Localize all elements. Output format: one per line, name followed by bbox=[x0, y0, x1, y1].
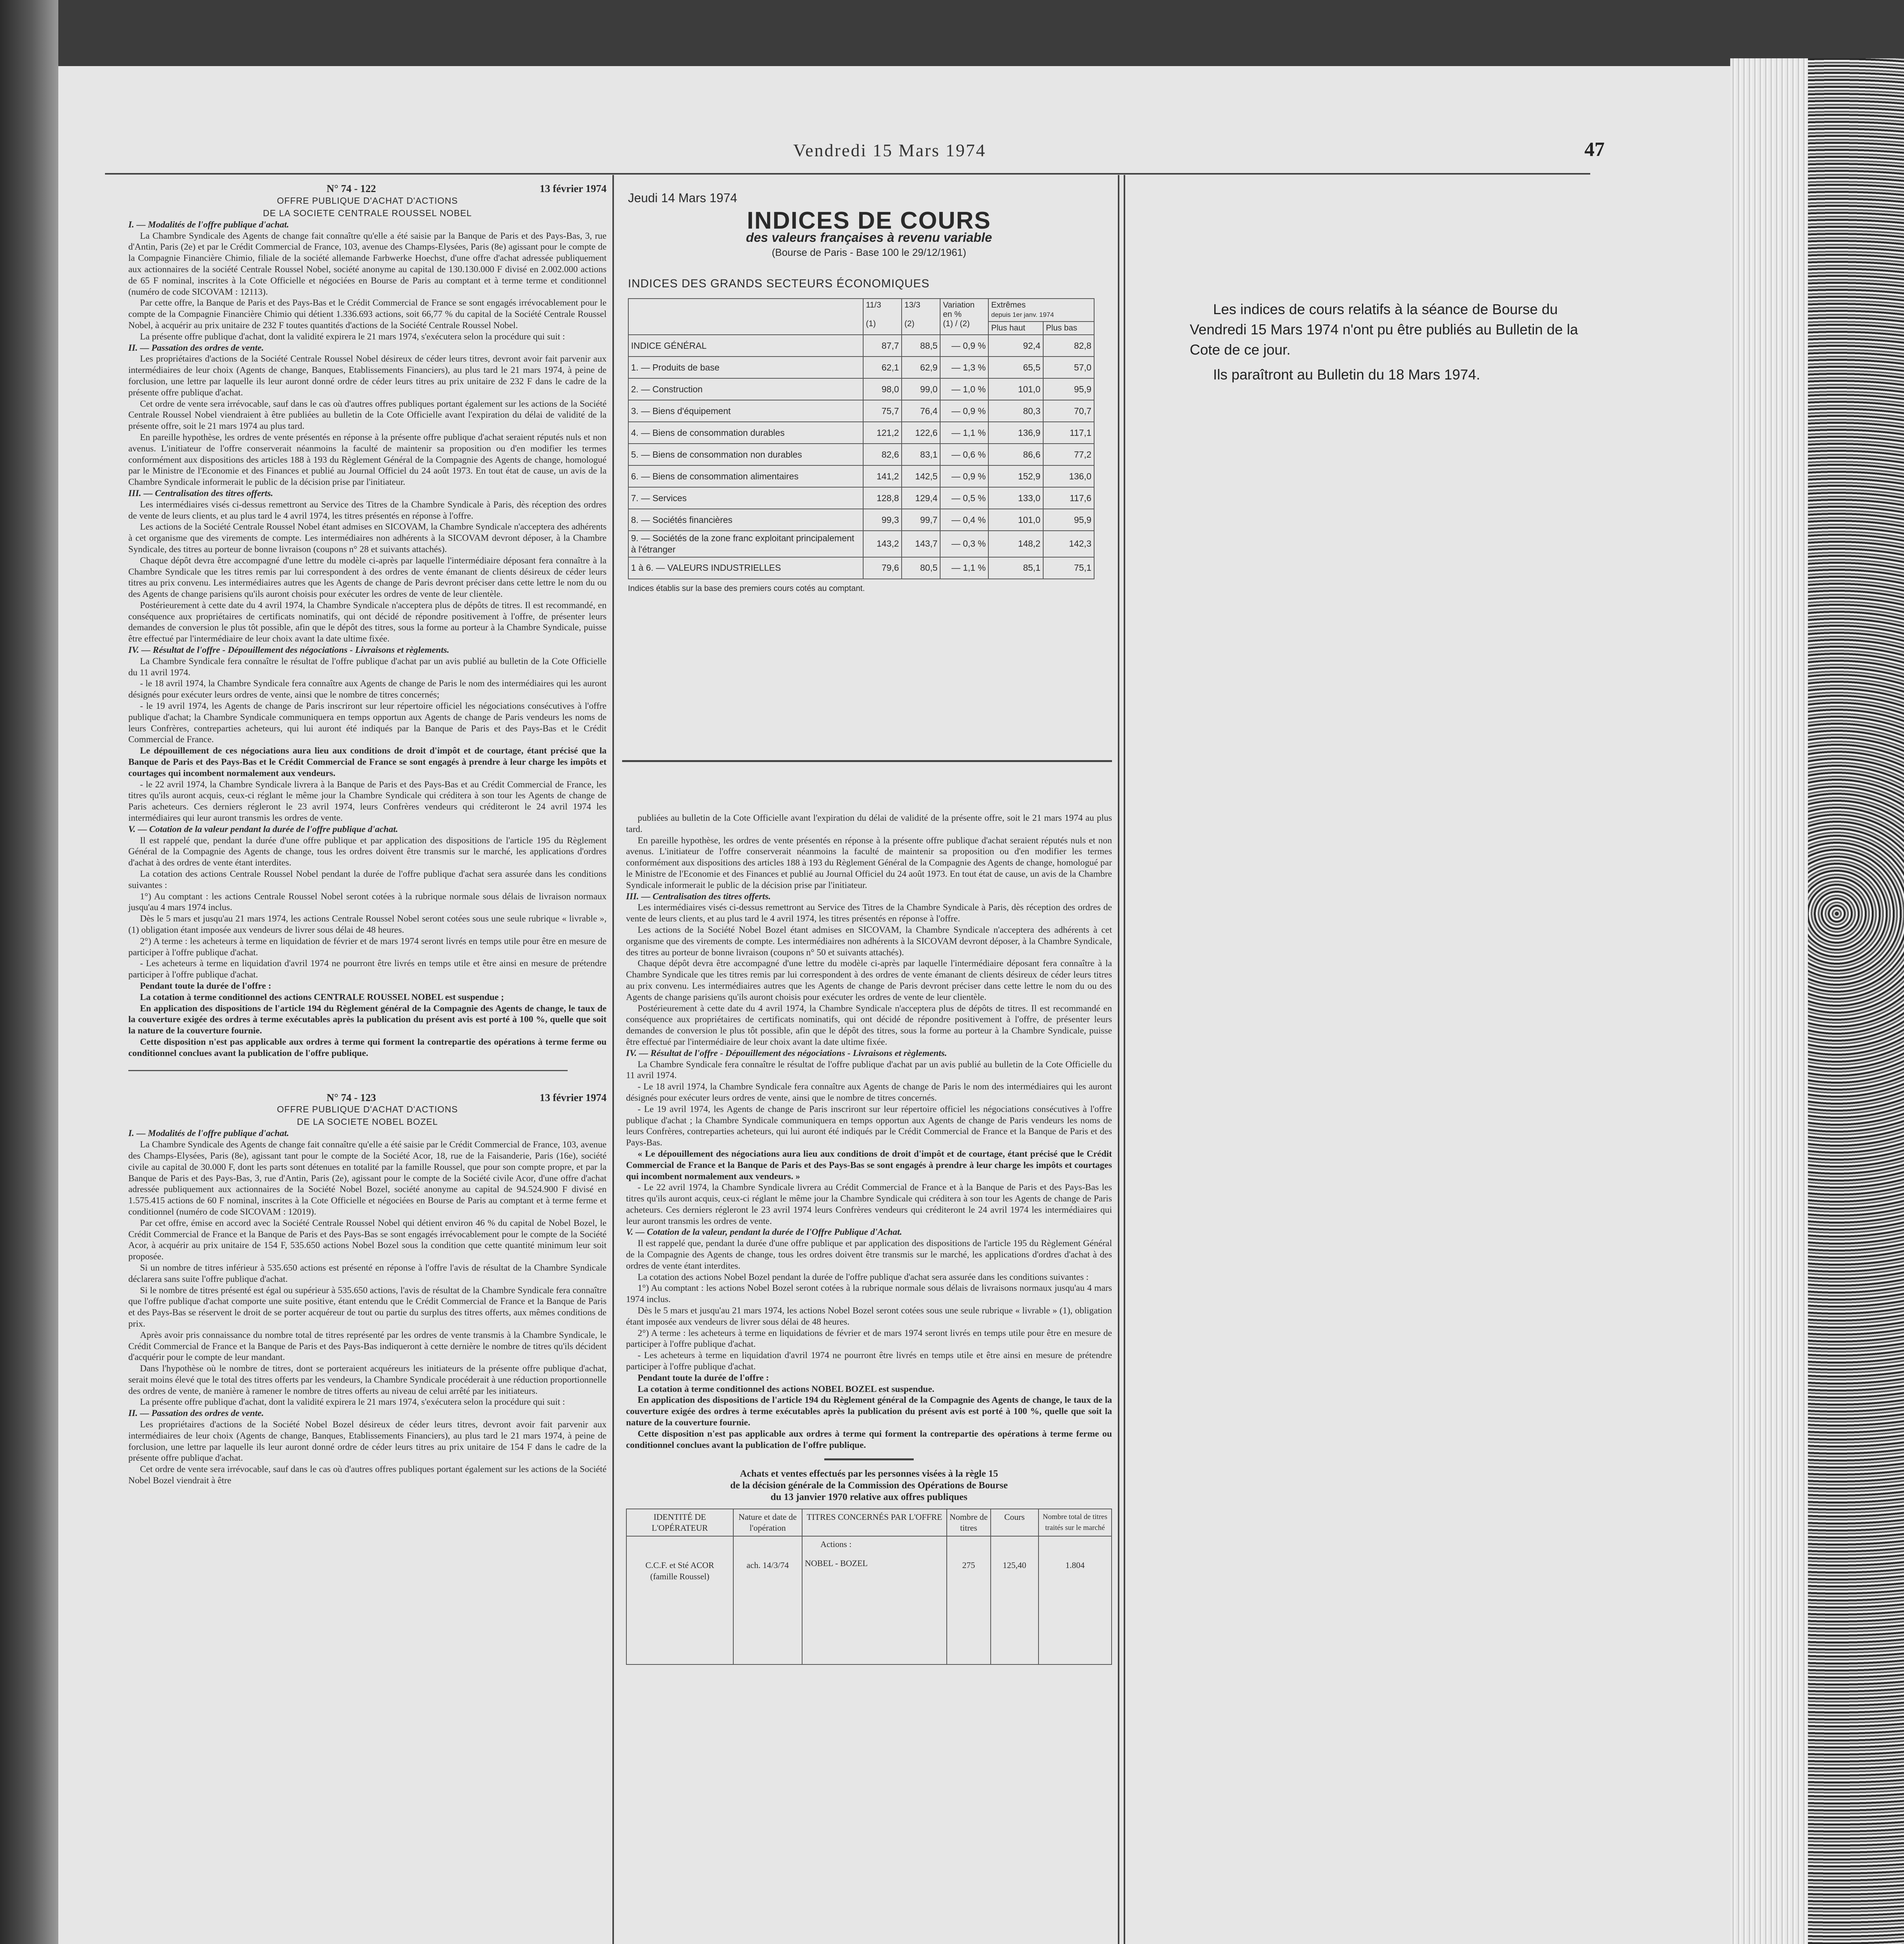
indices-table bbox=[628, 298, 1094, 579]
ops-cours: 125,40 bbox=[991, 1536, 1039, 1664]
index-variation: — 0,4 % bbox=[940, 509, 988, 531]
paragraph: En pareille hypothèse, les ordres de vente présentés en réponse à la présente offre publique d'achat seraient réputés nuls et non avenus. L'initiateur de l'offre conserverait néanmoins la faculté de maintenir sa proposition ou d'en modifier les termes conformément aux dispositions des articles 188 à 193 du Règlement Général de la Compagnie des Agents de change, homologué par le Ministre de l'Economie et des Finances et publié au Journal Officiel du 24 août 1973. En tout état de cause, un avis de la Chambre Syndicale informerait le public de la décision prise par l'initiateur. bbox=[128, 432, 607, 488]
index-variation: — 1,1 % bbox=[940, 557, 988, 579]
column-divider-right-2 bbox=[1124, 175, 1125, 1944]
index-value-11-3: 87,7 bbox=[863, 335, 902, 357]
index-value-13-3: 83,1 bbox=[902, 444, 940, 465]
index-low: 82,8 bbox=[1043, 335, 1094, 357]
index-row bbox=[628, 509, 1094, 531]
paragraph: - Les acheteurs à terme en liquidation d'avril 1974 ne pourront être livrés en temps utile et être ainsi en mesure de prétendre participer à l'offre publique d'achat. bbox=[626, 1350, 1112, 1372]
ops-col-nombre: Nombre de titres bbox=[947, 1509, 990, 1536]
index-label: 6. — Biens de consommation alimentaires bbox=[628, 465, 863, 487]
ops-col-nature: Nature et date de l'opération bbox=[733, 1509, 802, 1536]
paragraph: - Les acheteurs à terme en liquidation d'avril 1974 ne pourront être livrés en temps utile et être ainsi en mesure de prétendre participer à l'offre publique d'achat. bbox=[128, 958, 607, 980]
paragraph: Les actions de la Société Centrale Roussel Nobel étant admises en SICOVAM, la Chambre Syndicale n'acceptera des adhérents à cet organisme que des virements de compte. Les intermédiaires non adhérents à la SICOVAM devront déposer, à la Chambre Syndicale, des titres au porteur de bonne livraison (coupons n° 28 et suivants attachés). bbox=[128, 522, 607, 554]
ops-col-titres: TITRES CONCERNÉS PAR L'OFFRE bbox=[802, 1509, 947, 1536]
sectors-heading: INDICES DES GRANDS SECTEURS ÉCONOMIQUES bbox=[628, 277, 930, 290]
ops-total: 1.804 bbox=[1039, 1536, 1112, 1664]
index-variation: — 0,5 % bbox=[940, 487, 988, 509]
notice-text-2: Ils paraîtront au Bulletin du 18 Mars 1974. bbox=[1213, 367, 1480, 383]
column-divider-right bbox=[1118, 175, 1119, 1944]
paragraph: Cette disposition n'est pas applicable aux ordres à terme qui forment la contrepartie des opérations à terme ferme ou conditionnel conclues avant la publication de l'offre publique. bbox=[626, 1428, 1112, 1450]
index-value-13-3: 129,4 bbox=[902, 487, 940, 509]
index-value-11-3: 79,6 bbox=[863, 557, 902, 579]
col-low-header: Plus bas bbox=[1043, 322, 1094, 335]
index-variation: — 1,3 % bbox=[940, 357, 988, 378]
index-value-13-3: 62,9 bbox=[902, 357, 940, 378]
index-value-13-3: 76,4 bbox=[902, 400, 940, 422]
paragraph: 1°) Au comptant : les actions Nobel Bozel seront cotées à la rubrique normale sous délais de livraisons normaux jusqu'au 4 mars 1974 inclus. bbox=[626, 1283, 1112, 1305]
paragraph: En pareille hypothèse, les ordres de vente présentés en réponse à la présente offre publique d'achat seraient réputés nuls et non avenus. L'initiateur de l'offre conserverait néanmoins la faculté de maintenir sa proposition ou d'en modifier les termes conformément aux dispositions des articles 188 à 193 du Règlement Général de la Compagnie des Agents de change, homologué par le Ministre de l'Economie et des Finances et publié au Journal Officiel du 24 août 1973. En tout état de cause, un avis de la Chambre Syndicale informerait le public de la décision prise par l'initiateur. bbox=[626, 835, 1112, 890]
index-value-11-3: 143,2 bbox=[863, 531, 902, 557]
paragraph: Cet ordre de vente sera irrévocable, sauf dans le cas où d'autres offres publiques portant également sur les actions de la Société Centrale Roussel Nobel viendraient à être publiées au bulletin de la Cote Officielle avant l'expiration du délai de validité de la présente offre, soit le 21 mars 1974 au plus tard. bbox=[128, 399, 607, 432]
indices-bottom-rule bbox=[622, 760, 1112, 762]
paragraph: Il est rappelé que, pendant la durée d'une offre publique et par application des dispositions de l'article 195 du Règlement Général de la Compagnie des Agents de change, tous les ordres doivent être transmis sur le marché, les applications d'ordres d'achat à des ordres de vente étant interdites. bbox=[128, 835, 607, 868]
ops-nature: ach. 14/3/74 bbox=[733, 1536, 802, 1664]
doc2-body bbox=[128, 1128, 607, 1486]
header-rule bbox=[105, 173, 1590, 175]
index-high: 148,2 bbox=[988, 531, 1043, 557]
right-notice bbox=[1190, 299, 1598, 390]
doc2-date: 13 février 1974 bbox=[540, 1091, 607, 1103]
paragraph: - Le 19 avril 1974, les Agents de change de Paris inscriront sur leur répertoire officiel les négociations consécutives à l'offre publique d'achat ; la Chambre Syndicale communiquera en temps opportun aux Agents de change de Paris vendeurs les noms de leurs Confrères, contreparties acheteurs, qui lui auront été indiqués par le Crédit Commercial de France et la Banque de Paris et des Pays-Bas. bbox=[626, 1104, 1112, 1148]
index-value-13-3: 122,6 bbox=[902, 422, 940, 444]
index-variation: — 0,3 % bbox=[940, 531, 988, 557]
paragraph: - Le 18 avril 1974, la Chambre Syndicale fera connaître aux Agents de change de Paris le nom des intermédiaires qui les auront désignés pour exécuter leurs ordres de vente, ainsi que le nombre de titres concernés. bbox=[626, 1082, 1112, 1103]
index-high: 86,6 bbox=[988, 444, 1043, 465]
label-column-header bbox=[628, 299, 863, 335]
ops-col-total: Nombre total de titres traités sur le marché bbox=[1039, 1509, 1112, 1536]
index-row bbox=[628, 378, 1094, 400]
index-value-13-3: 142,5 bbox=[902, 465, 940, 487]
doc1-date: 13 février 1974 bbox=[540, 183, 607, 194]
page-number: 47 bbox=[1584, 138, 1605, 161]
col-variation-header: Variation en % (1) / (2) bbox=[940, 299, 988, 335]
index-label: INDICE GÉNÉRAL bbox=[628, 335, 863, 357]
paragraph: Par cette offre, la Banque de Paris et des Pays-Bas et le Crédit Commercial de France se sont engagés irrévocablement pour le compte de la Compagnie Financière Chimio qui détient 1.336.693 actions, soit 66,77 % du capital de la Société Centrale Roussel Nobel, à acquérir au prix unitaire de 232 F toutes quantités d'actions de la Société Centrale Roussel Nobel. bbox=[128, 298, 607, 330]
doc1-header bbox=[128, 183, 607, 194]
index-variation: — 0,9 % bbox=[940, 465, 988, 487]
paragraph: Si un nombre de titres inférieur à 535.650 actions est présenté en réponse à l'offre l'avis de résultat de la Chambre Syndicale déclarera sans suite l'offre publique d'achat. bbox=[128, 1262, 607, 1284]
index-row bbox=[628, 531, 1094, 557]
section-heading: I. — Modalités de l'offre publique d'achat. bbox=[128, 219, 289, 230]
indices-base: (Bourse de Paris - Base 100 le 29/12/1961) bbox=[771, 246, 967, 259]
index-label: 3. — Biens d'équipement bbox=[628, 400, 863, 422]
doc2-title-1: OFFRE PUBLIQUE D'ACHAT D'ACTIONS bbox=[277, 1104, 458, 1115]
paragraph: Après avoir pris connaissance du nombre total de titres représenté par les ordres de vente transmis à la Chambre Syndicale, le Crédit Commercial de France et la Banque de Paris et des Pays-Bas indiqueront à cette dernière le nombre de titres qu'ils décident d'acquérir pour le compte de leur mandant. bbox=[128, 1330, 607, 1363]
index-high: 92,4 bbox=[988, 335, 1043, 357]
index-label: 9. — Sociétés de la zone franc exploitant principalement à l'étranger bbox=[628, 531, 863, 557]
paragraph: Postérieurement à cette date du 4 avril 1974, la Chambre Syndicale n'acceptera plus de dépôts de titres. Il est recommandé, en conséquence aux propriétaires de certificats nominatifs, qui ont décidé de répondre positivement à l'offre, de présenter leurs demandes de conversion le plus tôt possible, afin que le dépôt des titres, sous la forme au porteur à la Chambre Syndicale, puisse être effectué par l'intermédiaire de leur choix avant la date ultime fixée. bbox=[128, 600, 607, 644]
ops-nombre: 275 bbox=[947, 1536, 990, 1664]
index-low: 57,0 bbox=[1043, 357, 1094, 378]
index-label: 8. — Sociétés financières bbox=[628, 509, 863, 531]
operations-table bbox=[626, 1509, 1112, 1665]
doc1-number: N° 74 - 122 bbox=[327, 183, 376, 194]
index-label: 2. — Construction bbox=[628, 378, 863, 400]
section-heading: I. — Modalités de l'offre publique d'achat. bbox=[128, 1128, 289, 1139]
paragraph: 2°) A terme : les acheteurs à terme en liquidations de février et de mars 1974 seront livrés en temps utile pour être en mesure de participer à l'offre publique d'achat. bbox=[626, 1328, 1112, 1350]
paragraph: La présente offre publique d'achat, dont la validité expirera le 21 mars 1974, s'exécutera selon la procédure qui suit : bbox=[140, 331, 565, 342]
index-value-13-3: 99,0 bbox=[902, 378, 940, 400]
paragraph: Chaque dépôt devra être accompagné d'une lettre du modèle ci-après par laquelle l'intermédiaire déposant fera connaître à la Chambre Syndicale que les titres remis par lui correspondent à des ordres de vente émanant de clients désireux de céder leurs titres au prix convenu. Les intermédiaires autres que les Agents de change de Paris devront préciser dans cette lettre le nom du ou des Agents de change parisiens qu'ils auront choisis pour exécuter les ordres de vente de leur clientèle. bbox=[128, 555, 607, 600]
paragraph: La Chambre Syndicale fera connaître le résultat de l'offre publique d'achat par un avis publié au bulletin de la Cote Officielle du 11 avril 1974. bbox=[626, 1059, 1112, 1081]
doc2-number: N° 74 - 123 bbox=[327, 1091, 376, 1103]
index-high: 85,1 bbox=[988, 557, 1043, 579]
book-marbled-cover bbox=[1808, 58, 1904, 1944]
paragraph: La Chambre Syndicale des Agents de change fait connaître qu'elle a été saisie par la Banque de Paris et des Pays-Bas, 3, rue d'Antin, Paris (2e) et par le Crédit Commercial de France, 103, avenue des Champs-Elysées, Paris (8e) agissant pour le compte de la Compagnie Financière Chimio, filiale de la société allemande Farbwerke Hoechst, d'une offre d'achat adressée publiquement aux actionnaires de la société Centrale Roussel Nobel, société anonyme au capital de 130.130.000 F divisé en 2.002.000 actions de 65 F nominal, inscrites à la Cote Officielle et négociées en Bourse de Paris au comptant et à terme terme et conditionnel (numéro de code SICOVAM : 12113). bbox=[128, 231, 607, 297]
paragraph: 2°) A terme : les acheteurs à terme en liquidation de février et de mars 1974 seront livrés en temps utile pour être en mesure de participer à l'offre publique d'achat. bbox=[128, 936, 607, 958]
notice-text-1: Les indices de cours relatifs à la séance de Bourse du Vendredi 15 Mars 1974 n'ont pu être publiés au Bulletin de la Cote de ce jour. bbox=[1190, 301, 1578, 358]
paragraph: La cotation des actions Nobel Bozel pendant la durée de l'offre publique d'achat sera assurée dans les conditions suivantes : bbox=[638, 1272, 1089, 1282]
ops-col-identity: IDENTITÉ DE L'OPÉRATEUR bbox=[626, 1509, 733, 1536]
index-variation: — 0,6 % bbox=[940, 444, 988, 465]
index-low: 117,1 bbox=[1043, 422, 1094, 444]
index-row bbox=[628, 422, 1094, 444]
doc2-header bbox=[128, 1092, 607, 1103]
paragraph: Pendant toute la durée de l'offre : bbox=[638, 1372, 769, 1383]
index-high: 133,0 bbox=[988, 487, 1043, 509]
index-value-13-3: 88,5 bbox=[902, 335, 940, 357]
section-heading: V. — Cotation de la valeur pendant la durée de l'offre publique d'achat. bbox=[128, 824, 398, 834]
index-high: 101,0 bbox=[988, 378, 1043, 400]
continuation-body bbox=[626, 813, 1112, 1451]
paragraph: Il est rappelé que, pendant la durée d'une offre publique et par application des dispositions de l'article 195 du Règlement Général de la Compagnie des Agents de change, tous les ordres doivent être transmis sur le marché, les applications d'ordres d'achat à des ordres de vente étant interdites. bbox=[626, 1238, 1112, 1271]
indices-date: Jeudi 14 Mars 1974 bbox=[628, 191, 738, 205]
index-value-11-3: 99,3 bbox=[863, 509, 902, 531]
index-label: 5. — Biens de consommation non durables bbox=[628, 444, 863, 465]
section-heading: III. — Centralisation des titres offerts. bbox=[626, 891, 771, 902]
indices-subtitle: des valeurs françaises à revenu variable bbox=[746, 230, 992, 245]
paragraph: Dès le 5 mars et jusqu'au 21 mars 1974, les actions Centrale Roussel Nobel seront cotées sous une seule rubrique « livrable », (1) obligation étant imposée aux vendeurs de livrer sous délai de 48 heures. bbox=[128, 914, 607, 935]
index-label: 7. — Services bbox=[628, 487, 863, 509]
ops-separator bbox=[824, 1458, 914, 1460]
paragraph: Pendant toute la durée de l'offre : bbox=[140, 981, 271, 991]
ops-identity: C.C.F. et Sté ACOR (famille Roussel) bbox=[626, 1536, 733, 1664]
indices-rows bbox=[628, 335, 1094, 579]
middle-continuation bbox=[626, 813, 1112, 1665]
paragraph: La présente offre publique d'achat, dont la validité expirera le 21 mars 1974, s'exécutera selon la procédure qui suit : bbox=[140, 1397, 565, 1407]
index-value-11-3: 62,1 bbox=[863, 357, 902, 378]
index-low: 117,6 bbox=[1043, 487, 1094, 509]
section-heading: IV. — Résultat de l'offre - Dépouillement des négociations - Livraisons et règlements. bbox=[128, 645, 449, 656]
column-divider-left bbox=[612, 175, 614, 1944]
index-value-11-3: 98,0 bbox=[863, 378, 902, 400]
paragraph: La cotation des actions Centrale Roussel Nobel pendant la durée de l'offre publique d'achat sera assurée dans les conditions suivantes : bbox=[128, 869, 607, 890]
paragraph: - le 19 avril 1974, les Agents de change de Paris inscriront sur leur répertoire officiel les négociations consécutives à l'offre publique d'achat; la Chambre Syndicale communiquera en temps opportun aux Agents de change de Paris vendeurs les noms de leurs Confrères, contreparties acheteurs, qui lui auront été indiqués par la Banque de Paris et des Pays-Bas et le Crédit Commercial de France. bbox=[128, 701, 607, 745]
col-extremes-header: Extrêmes depuis 1er janv. 1974 bbox=[988, 299, 1094, 322]
paragraph: Dans l'hypothèse où le nombre de titres, dont se porteraient acquéreurs les initiateurs de la présente offre publique d'achat, serait moins élevé que le total des titres offerts par les vendeurs, la Chambre Syndicale procéderait à une réduction proportionnelle des ordres de vente, de manière à ramener le nombre de titres offerts au niveau de celui arrêté par les initiateurs. bbox=[128, 1364, 607, 1396]
index-high: 136,9 bbox=[988, 422, 1043, 444]
index-high: 80,3 bbox=[988, 400, 1043, 422]
index-value-13-3: 80,5 bbox=[902, 557, 940, 579]
paragraph: La Chambre Syndicale fera connaître le résultat de l'offre publique d'achat par un avis publié au bulletin de la Cote Officielle du 11 avril 1974. bbox=[128, 656, 607, 678]
paragraph: La cotation à terme conditionnel des actions CENTRALE ROUSSEL NOBEL est suspendue ; bbox=[140, 992, 504, 1002]
doc1-title-1: OFFRE PUBLIQUE D'ACHAT D'ACTIONS bbox=[277, 195, 458, 206]
index-variation: — 0,9 % bbox=[940, 400, 988, 422]
index-row bbox=[628, 487, 1094, 509]
paragraph: Les intermédiaires visés ci-dessus remettront au Service des Titres de la Chambre Syndicale à Paris, dès réception des ordres de vente de leurs clients, et au plus tard le 4 avril 1974, les titres présentés en réponse à l'offre. bbox=[626, 902, 1112, 924]
paragraph: Dès le 5 mars et jusqu'au 21 mars 1974, les actions Nobel Bozel seront cotées sous une seule rubrique « livrable » (1), obligation étant imposée aux vendeurs de livrer sous délai de 48 heures. bbox=[626, 1306, 1112, 1327]
index-value-11-3: 141,2 bbox=[863, 465, 902, 487]
left-column bbox=[128, 181, 607, 1486]
paragraph: Par cet offre, émise en accord avec la Société Centrale Roussel Nobel qui détient environ 46 % du capital de Nobel Bozel, le Crédit Commercial de France et la Banque de Paris et des Pays-Bas se sont engagés irrévocablement pour le compte de la Société Acor, à acquérir au prix unitaire de 154 F, 535.650 actions Nobel Bozel sous la condition que cette quantité minimum leur soit proposée. bbox=[128, 1218, 607, 1262]
index-value-11-3: 82,6 bbox=[863, 444, 902, 465]
paragraph: - Le 22 avril 1974, la Chambre Syndicale livrera au Crédit Commercial de France et à la Banque de Paris et des Pays-Bas les titres qu'ils auront acquis, ceux-ci réglant le même jour la Chambre Syndicale qui créditera à son tour les Agents de change de Paris acheteurs. Ces derniers régleront le 23 avril 1974 leurs Confrères vendeurs qui créditeront le 24 avril 1974 les intermédiaires qui leur auront transmis les ordres de vente. bbox=[626, 1182, 1112, 1226]
index-label: 4. — Biens de consommation durables bbox=[628, 422, 863, 444]
indices-block bbox=[628, 192, 1110, 594]
paragraph: Cet ordre de vente sera irrévocable, sauf dans le cas où d'autres offres publiques portant également sur les actions de la Société Nobel Bozel viendrait à être bbox=[128, 1464, 607, 1486]
index-high: 65,5 bbox=[988, 357, 1043, 378]
paragraph: Postérieurement à cette date du 4 avril 1974, la Chambre Syndicale n'acceptera plus de dépôts de titres. Il est recommandé en conséquence aux propriétaires de certificats nominatifs, qui ont décidé de répondre positivement à l'offre, de présenter leurs demandes de conversion le plus tôt possible, afin que le dépôt des titres, sous la forme au porteur à la Chambre Syndicale, puisse être effectué par l'intermédiaire de leur choix avant la date ultime fixée. bbox=[626, 1003, 1112, 1047]
book-left-edge bbox=[0, 0, 58, 1944]
index-value-11-3: 121,2 bbox=[863, 422, 902, 444]
index-value-11-3: 128,8 bbox=[863, 487, 902, 509]
index-variation: — 1,0 % bbox=[940, 378, 988, 400]
paragraph: publiées au bulletin de la Cote Officielle avant l'expiration du délai de validité de la présente offre, soit le 21 mars 1974 au plus tard. bbox=[626, 813, 1112, 834]
paragraph: La cotation à terme conditionnel des actions NOBEL BOZEL est suspendue. bbox=[638, 1384, 935, 1394]
index-high: 152,9 bbox=[988, 465, 1043, 487]
paragraph: Les propriétaires d'actions de la Société Centrale Roussel Nobel désireux de céder leurs titres, devront avoir fait parvenir aux intermédiaires de leur choix (Agents de change, Banques, Etablissements Financiers), au plus tard le 21 mars 1974, à peine de forclusion, une lettre par laquelle ils leur auront donné ordre de céder leurs titres au prix unitaire de 232 F dans le cadre de la présente offre publique d'achat. bbox=[128, 354, 607, 398]
index-variation: — 0,9 % bbox=[940, 335, 988, 357]
ops-col-cours: Cours bbox=[991, 1509, 1039, 1536]
index-label: 1 à 6. — VALEURS INDUSTRIELLES bbox=[628, 557, 863, 579]
doc2-title-2: DE LA SOCIETE NOBEL BOZEL bbox=[297, 1117, 438, 1127]
ops-row bbox=[626, 1536, 1112, 1664]
page-header-date: Vendredi 15 Mars 1974 bbox=[793, 140, 986, 160]
paragraph: - le 22 avril 1974, la Chambre Syndicale livrera à la Banque de Paris et des Pays-Bas et au Crédit Commercial de France, les titres qu'ils auront acquis, ceux-ci réglant le même jour la Chambre Syndicale qui créditera à son tour les Agents de change de Paris acheteurs. Ces derniers régleront le 23 avril 1974, leurs Confrères vendeurs qui créditeront le 24 avril 1974 les intermédiaires qui leur auront transmis les ordres de vente. bbox=[128, 779, 607, 823]
indices-title: INDICES DE COURS bbox=[747, 207, 991, 234]
paragraph: Le dépouillement de ces négociations aura lieu aux conditions de droit d'impôt et de courtage, étant précisé que la Banque de Paris et des Pays-Bas et le Crédit Commercial de France se sont engagés à prendre à leur charge les impôts et courtages qui incombent normalement aux vendeurs. bbox=[128, 746, 607, 778]
index-low: 136,0 bbox=[1043, 465, 1094, 487]
ops-heading: Achats et ventes effectués par les personnes visées à la règle 15 de la décision générale de la Commission des Opérations de Bourse du 13 janvier 1970 relative aux offres publiques bbox=[730, 1468, 1008, 1503]
index-row bbox=[628, 465, 1094, 487]
index-variation: — 1,1 % bbox=[940, 422, 988, 444]
paragraph: « Le dépouillement des négociations aura lieu aux conditions de droit d'impôt et de courtage, étant précisé que le Crédit Commercial de France et la Banque de Paris et des Pays-Bas se sont engagés à prendre à leur charge les impôts et courtages qui incombent normalement aux vendeurs. » bbox=[626, 1149, 1112, 1182]
col-11-3-header: 11/3 (1) bbox=[863, 299, 902, 335]
section-heading: II. — Passation des ordres de vente. bbox=[128, 1408, 264, 1419]
paragraph: Si le nombre de titres présenté est égal ou supérieur à 535.650 actions, l'avis de résultat de la Chambre Syndicale fera connaître que l'offre publique d'achat comporte une suite positive, étant entendu que le Crédit Commercial de France et la Banque de Paris et des Pays-Bas se réservent le droit de se porter acquéreur de tout ou partie du surplus des titres offerts, aux mêmes conditions de prix. bbox=[128, 1285, 607, 1329]
index-label: 1. — Produits de base bbox=[628, 357, 863, 378]
paragraph: En application des dispositions de l'article 194 du Règlement général de la Compagnie des Agents de change, le taux de la couverture exigée des ordres à terme exécutables après la publication du présent avis est porté à 100 %, quelle que soit la nature de la couverture fournie. bbox=[128, 1003, 607, 1036]
paragraph: Les intermédiaires visés ci-dessus remettront au Service des Titres de la Chambre Syndicale à Paris, dès réception des ordres de vente de leurs clients, et au plus tard le 4 avril 1974, les titres présentés en réponse à l'offre. bbox=[128, 499, 607, 521]
paragraph: Cette disposition n'est pas applicable aux ordres à terme qui forment la contrepartie des opérations à terme ferme ou conditionnel conclues avant la publication de l'offre publique. bbox=[128, 1037, 607, 1058]
index-value-13-3: 99,7 bbox=[902, 509, 940, 531]
col-high-header: Plus haut bbox=[988, 322, 1043, 335]
section-heading: III. — Centralisation des titres offerts. bbox=[128, 488, 273, 498]
index-low: 95,9 bbox=[1043, 378, 1094, 400]
doc1-body bbox=[128, 219, 607, 1059]
index-low: 77,2 bbox=[1043, 444, 1094, 465]
paragraph: - le 18 avril 1974, la Chambre Syndicale fera connaître aux Agents de change de Paris le nom des intermédiaires qui les auront désignés pour exécuter leurs ordres de vente, ainsi que le nombre de titres concernés; bbox=[128, 678, 607, 700]
paragraph: Les propriétaires d'actions de la Société Nobel Bozel désireux de céder leurs titres, devront avoir fait parvenir aux intermédiaires de leur choix (Agents de change, Banques, Etablissements Financiers), au plus tard le 21 mars 1974, à peine de forclusion, une lettre par laquelle ils leur auront donné ordre de céder leurs titres au prix unitaire de 154 F dans le cadre de la présente offre publique d'achat. bbox=[128, 1420, 607, 1463]
index-value-13-3: 143,7 bbox=[902, 531, 940, 557]
index-low: 95,9 bbox=[1043, 509, 1094, 531]
index-row bbox=[628, 557, 1094, 579]
index-row bbox=[628, 357, 1094, 378]
index-low: 70,7 bbox=[1043, 400, 1094, 422]
paragraph: Chaque dépôt devra être accompagné d'une lettre du modèle ci-après par laquelle l'intermédiaire déposant fera connaître à la Chambre Syndicale que les titres remis par lui correspondent à des ordres de vente émanant de clients désireux de céder leurs titres au prix convenu. Les intermédiaires autres que les Agents de change de Paris devront préciser dans cette lettre le nom du ou des Agents de change parisiens qu'ils auront choisis pour exécuter les ordres de vente de leur clientèle. bbox=[626, 958, 1112, 1002]
paragraph: 1°) Au comptant : les actions Centrale Roussel Nobel seront cotées à la rubrique normale sous délais de livraison normaux jusqu'au 4 mars 1974 inclus. bbox=[128, 891, 607, 913]
section-heading: II. — Passation des ordres de vente. bbox=[128, 343, 264, 353]
col-13-3-header: 13/3 (2) bbox=[902, 299, 940, 335]
section-heading: IV. — Résultat de l'offre - Dépouillement des négociations - Livraisons et règlements. bbox=[626, 1048, 947, 1058]
doc1-title-2: DE LA SOCIETE CENTRALE ROUSSEL NOBEL bbox=[263, 208, 472, 218]
index-row bbox=[628, 400, 1094, 422]
index-low: 75,1 bbox=[1043, 557, 1094, 579]
indices-footnote: Indices établis sur la base des premiers cours cotés au comptant. bbox=[628, 584, 865, 593]
index-value-11-3: 75,7 bbox=[863, 400, 902, 422]
index-row bbox=[628, 335, 1094, 357]
paragraph: Les actions de la Société Nobel Bozel étant admises en SICOVAM, la Chambre Syndicale n'acceptera des adhérents à cet organisme que des virements de compte. Les intermédiaires non adhérents à la SICOVAM devront déposer, à la Chambre Syndicale, des titres au porteur de bonne livraison (coupons n° 50 et suivants attachés). bbox=[626, 925, 1112, 958]
section-heading: V. — Cotation de la valeur, pendant la durée de l'Offre Publique d'Achat. bbox=[626, 1227, 902, 1238]
ops-titres: Actions : NOBEL - BOZEL bbox=[802, 1536, 947, 1664]
index-low: 142,3 bbox=[1043, 531, 1094, 557]
index-high: 101,0 bbox=[988, 509, 1043, 531]
paragraph: La Chambre Syndicale des Agents de change fait connaître qu'elle a été saisie par le Crédit Commercial de France, 103, avenue des Champs-Elysées, Paris (8e), agissant tant pour le compte de la Société Acor, 18, rue de la Faisanderie, Paris (16e), société civile au capital de 30.000 F, dont les parts sont détenues en totalité par la famille Roussel, que pour son compte propre, et par la Banque de Paris et des Pays-Bas, 3, rue d'Antin, Paris (2e), agissant pour le compte de la Société civile Acor, d'une offre d'achat adressée publiquement aux actionnaires de la Société Nobel Bozel, société anonyme au capital de 94.524.900 F divisé en 1.575.415 actions de 60 F nominal, inscrites à la Cote Officielle et négociées en Bourse de Paris au comptant et à terme ferme et conditionnel (numéro de code SICOVAM : 12019). bbox=[128, 1140, 607, 1217]
index-row bbox=[628, 444, 1094, 465]
paragraph: En application des dispositions de l'article 194 du Règlement général de la Compagnie des Agents de change, le taux de la couverture exigée des ordres à terme exécutables après la publication du présent avis est porté à 100 %, quelle que soit la nature de la couverture fournie. bbox=[626, 1395, 1112, 1428]
